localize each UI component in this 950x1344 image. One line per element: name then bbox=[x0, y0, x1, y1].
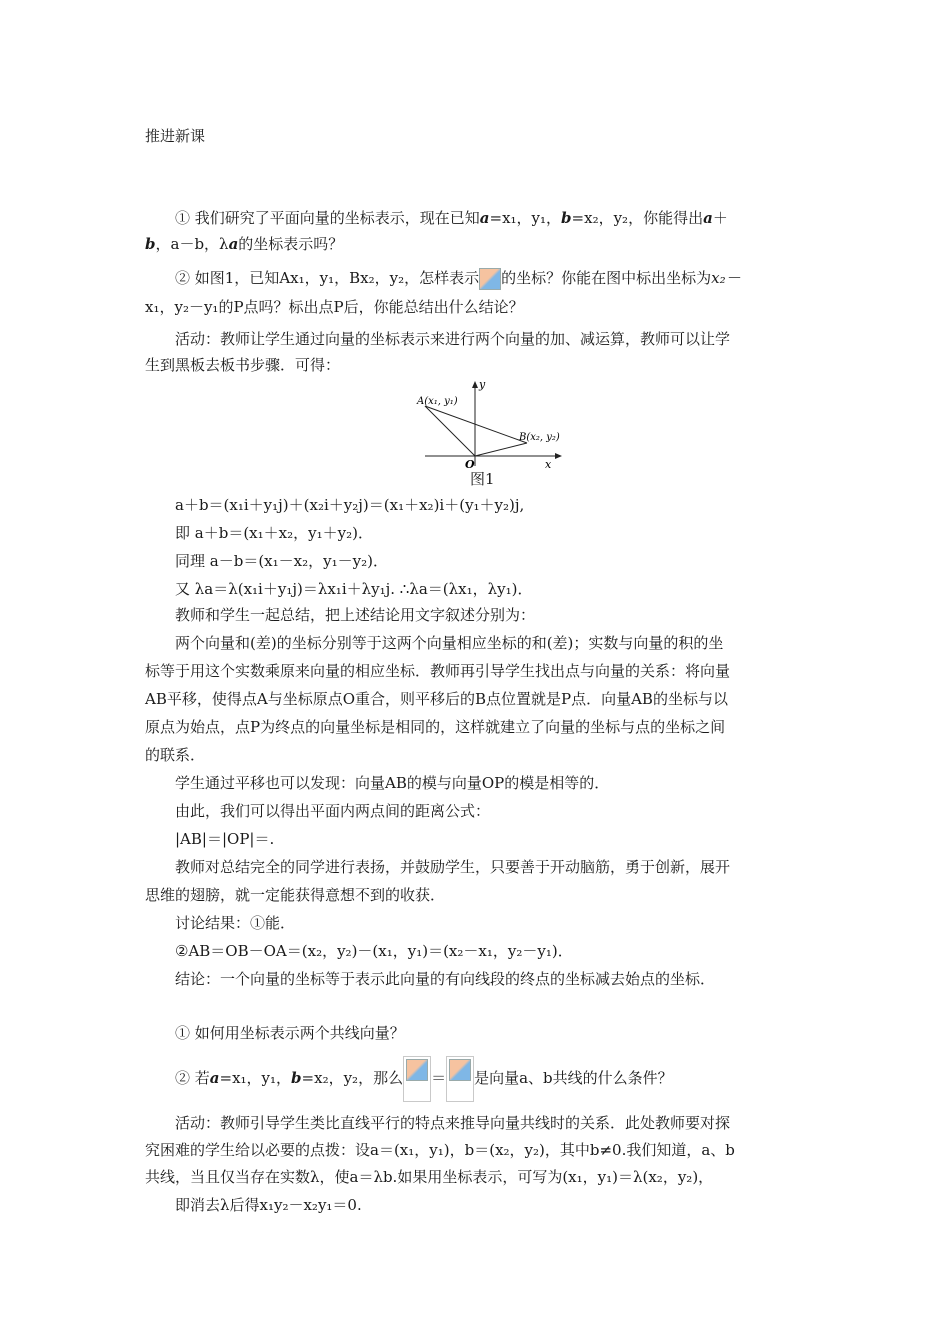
segment-oa bbox=[425, 406, 475, 456]
summary-line-2: 标等于用这个实数乘原来向量的相应坐标．教师再引导学生找出点与向量的关系：将向量 bbox=[145, 662, 731, 680]
segment-ob bbox=[475, 443, 527, 456]
translation-note: 学生通过平移也可以发现：向量AB的模与向量OP的模是相等的． bbox=[175, 774, 610, 792]
activity-1-line-2: 生到黑板去板书步骤．可得： bbox=[145, 356, 341, 374]
activity-2-line-1: 活动：教师引导学生类比直线平行的特点来推导向量共线时的关系．此处教师要对探 bbox=[175, 1114, 731, 1132]
activity-2-line-2: 究困难的学生给以必要的点拨：设a＝(x₁，y₁)，b＝(x₂，y₂)，其中b≠0.我们知道，a、b bbox=[145, 1141, 735, 1159]
segment-ab bbox=[425, 406, 527, 443]
missing-image-icon bbox=[479, 268, 501, 290]
q1-line2-end: 的坐标表示吗？ bbox=[238, 235, 344, 253]
cq2-end: 是向量a、b共线的什么条件？ bbox=[474, 1069, 673, 1087]
question-2-line-2: x₁，y₂－y₁的P点吗？标出点P后，你能总结出什么结论？ bbox=[145, 298, 524, 316]
origin-label: O bbox=[465, 458, 475, 471]
q1-line2-mid: ，a－b， bbox=[155, 235, 220, 253]
discussion-result-2: ②AB＝OB－OA＝(x₂，y₂)－(x₁，y₁)＝(x₂－x₁，y₂－y₁)． bbox=[175, 942, 573, 960]
equation-difference: 同理 a－b＝(x₁－x₂，y₁－y₂)． bbox=[175, 552, 388, 570]
q2-prefix: ② 如图1，已知 bbox=[175, 269, 280, 287]
missing-image-icon bbox=[449, 1059, 471, 1081]
cq2-vector-b: b bbox=[291, 1069, 302, 1087]
equation-sum: a＋b＝(x₁i＋y₁j)＋(x₂i＋y₂j)＝(x₁＋x₂)i＋(y₁＋y₂)j, bbox=[175, 496, 525, 514]
equation-sum-result: 即 a＋b＝(x₁＋x₂，y₁＋y₂)． bbox=[175, 524, 373, 542]
praise-line-2: 思维的翅膀，就一定能获得意想不到的收获． bbox=[145, 886, 446, 904]
q1-mid1: =x₁，y₁， bbox=[489, 209, 562, 227]
y-axis-label: y bbox=[479, 378, 486, 391]
summary-line-5: 的联系． bbox=[145, 746, 206, 764]
equation-scalar: 又 λa＝λ(x₁i＋y₁j)＝λx₁i＋λy₁j. ∴λa＝(λx₁，λy₁)． bbox=[175, 580, 533, 598]
cq2-mid2: =x₂，y₂，那么 bbox=[301, 1069, 404, 1087]
vector-a: a bbox=[479, 209, 490, 227]
lambda-symbol: λ bbox=[219, 235, 229, 253]
summary-line-4: 原点为始点，点P为终点的向量坐标是相同的，这样就建立了向量的坐标与点的坐标之间 bbox=[145, 718, 726, 736]
conclusion: 结论：一个向量的坐标等于表示此向量的有向线段的终点的坐标减去始点的坐标． bbox=[175, 970, 716, 988]
q2-tail: x₂－ bbox=[711, 269, 741, 287]
point-a-label: A(x₁, y₁) bbox=[417, 396, 458, 407]
q2-end: 的坐标？你能在图中标出坐标为 bbox=[501, 269, 712, 287]
q2-points: Ax₁，y₁，Bx₂，y₂，怎样表示 bbox=[279, 269, 480, 287]
activity-2-line-4: 即消去λ后得x₁y₂－x₂y₁＝0. bbox=[175, 1196, 362, 1214]
summary-intro: 教师和学生一起总结，把上述结论用文字叙述分别为： bbox=[175, 606, 536, 624]
x-axis-label: x bbox=[545, 458, 552, 471]
q1-mid2: =x₂，y₂，你能得出 bbox=[571, 209, 704, 227]
activity-1-line-1: 活动：教师让学生通过向量的坐标表示来进行两个向量的加、减运算，教师可以让学 bbox=[175, 330, 731, 348]
cq2-equals: ＝ bbox=[431, 1069, 447, 1087]
vector-a-3: a bbox=[228, 235, 239, 253]
question-1-line-2 bbox=[145, 233, 343, 255]
figure-caption: 图1 bbox=[470, 470, 495, 488]
y-axis-arrow bbox=[472, 381, 478, 388]
question-1-line-1 bbox=[175, 207, 728, 229]
cq2-mid1: =x₁，y₁， bbox=[219, 1069, 292, 1087]
cq2-vector-a: a bbox=[209, 1069, 220, 1087]
praise-line-1: 教师对总结完全的同学进行表扬，并鼓励学生，只要善于开动脑筋，勇于创新，展开 bbox=[175, 858, 731, 876]
distance-intro: 由此，我们可以得出平面内两点间的距离公式： bbox=[175, 802, 491, 820]
collinear-question-2 bbox=[175, 1056, 673, 1102]
distance-formula: |AB|＝|OP|＝. bbox=[175, 830, 275, 848]
missing-image-right bbox=[446, 1056, 474, 1102]
q1-plus: ＋ bbox=[712, 209, 728, 227]
vector-a-2: a bbox=[703, 209, 713, 227]
activity-2-line-3: 共线，当且仅当存在实数λ，使a＝λb.如果用坐标表示，可写为(x₁，y₁)＝λ(x₂，y₂)， bbox=[145, 1168, 714, 1186]
summary-line-1: 两个向量和(差)的坐标分别等于这两个向量相应坐标的和(差)；实数与向量的积的坐 bbox=[175, 634, 724, 652]
point-b-label: B(x₂, y₂) bbox=[519, 432, 560, 443]
section-heading: 推进新课 bbox=[145, 127, 206, 145]
cq2-prefix: ② 若 bbox=[175, 1069, 210, 1087]
x-axis-arrow bbox=[555, 453, 562, 459]
collinear-question-1: ① 如何用坐标表示两个共线向量？ bbox=[175, 1024, 405, 1042]
missing-image-icon bbox=[406, 1059, 428, 1081]
vector-b-2: b bbox=[145, 235, 156, 253]
q1-prefix: ① 我们研究了平面向量的坐标表示，现在已知 bbox=[175, 209, 480, 227]
missing-image-left bbox=[403, 1056, 431, 1102]
discussion-result-1: 讨论结果：①能． bbox=[175, 914, 296, 932]
question-2-line-1 bbox=[175, 267, 741, 290]
summary-line-3: AB平移，使得点A与坐标原点O重合，则平移后的B点位置就是P点．向量AB的坐标与以 bbox=[145, 690, 728, 708]
vector-b: b bbox=[561, 209, 572, 227]
